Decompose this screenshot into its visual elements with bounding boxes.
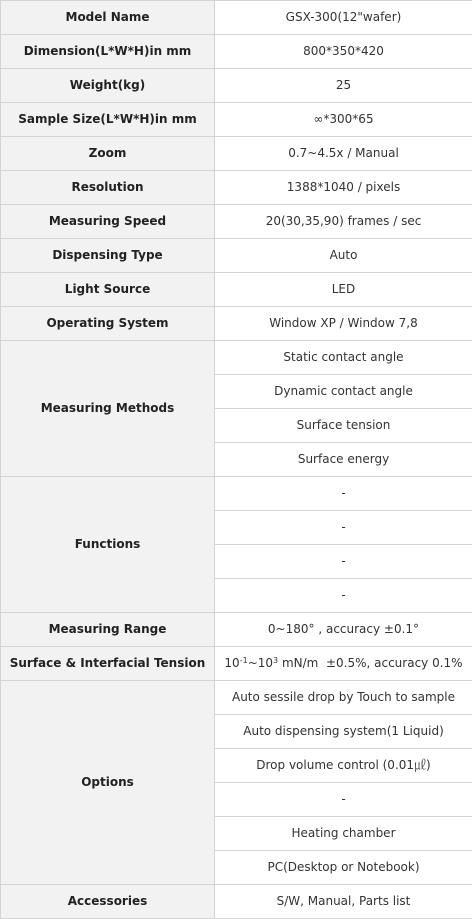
operating-system-value: Window XP / Window 7,8 [215,307,472,341]
measuring-method-item: Dynamic contact angle [215,375,472,409]
accessories-value: S/W, Manual, Parts list [215,885,472,919]
table-row [1,137,472,171]
operating-system-label: Operating System [1,307,215,341]
dimension-label: Dimension(L*W*H)in mm [1,35,215,69]
sample-size-label: Sample Size(L*W*H)in mm [1,103,215,137]
dimension-value: 800*350*420 [215,35,472,69]
measuring-range-value: 0~180° , accuracy ±0.1° [215,613,472,647]
dispensing-type-value: Auto [215,239,472,273]
model-name-label: Model Name [1,1,215,35]
tension-base-1: 10 [224,656,239,670]
table-row [1,205,472,239]
measuring-method-item: Static contact angle [215,341,472,375]
measuring-methods-label: Measuring Methods [1,341,215,477]
function-item: - [215,545,472,579]
option-item: Auto dispensing system(1 Liquid) [215,715,472,749]
surface-tension-value [215,647,472,681]
weight-label: Weight(kg) [1,69,215,103]
sample-size-value: ∞*300*65 [215,103,472,137]
option-item: - [215,783,472,817]
table-row [1,885,472,919]
functions-label: Functions [1,477,215,613]
light-source-value: LED [215,273,472,307]
weight-value: 25 [215,69,472,103]
table-row [1,69,472,103]
measuring-range-label: Measuring Range [1,613,215,647]
option-item: Drop volume control (0.01㎕) [215,749,472,783]
measuring-method-item: Surface tension [215,409,472,443]
tension-exponent-2: 3 [273,656,278,665]
table-row [1,1,472,35]
table-row [1,477,472,511]
tension-base-2: 10 [258,656,273,670]
options-label: Options [1,681,215,885]
table-row [1,613,472,647]
light-source-label: Light Source [1,273,215,307]
resolution-label: Resolution [1,171,215,205]
table-row [1,273,472,307]
table-row [1,35,472,69]
option-item: PC(Desktop or Notebook) [215,851,472,885]
function-item: - [215,477,472,511]
accessories-label: Accessories [1,885,215,919]
table-row [1,171,472,205]
table-row [1,681,472,715]
dispensing-type-label: Dispensing Type [1,239,215,273]
tension-tilde: ~ [248,656,258,670]
function-item: - [215,511,472,545]
table-row [1,341,472,375]
tension-exponent-1: -1 [240,656,248,665]
option-item: Auto sessile drop by Touch to sample [215,681,472,715]
function-item: - [215,579,472,613]
resolution-value: 1388*1040 / pixels [215,171,472,205]
tension-rest: mN/m ±0.5%, accuracy 0.1% [278,656,462,670]
surface-tension-label: Surface & Interfacial Tension [1,647,215,681]
table-row [1,307,472,341]
table-row [1,239,472,273]
measuring-method-item: Surface energy [215,443,472,477]
model-name-value: GSX-300(12"wafer) [215,1,472,35]
option-item: Heating chamber [215,817,472,851]
measuring-speed-value: 20(30,35,90) frames / sec [215,205,472,239]
table-row [1,647,472,681]
measuring-speed-label: Measuring Speed [1,205,215,239]
zoom-label: Zoom [1,137,215,171]
zoom-value: 0.7~4.5x / Manual [215,137,472,171]
table-row [1,103,472,137]
